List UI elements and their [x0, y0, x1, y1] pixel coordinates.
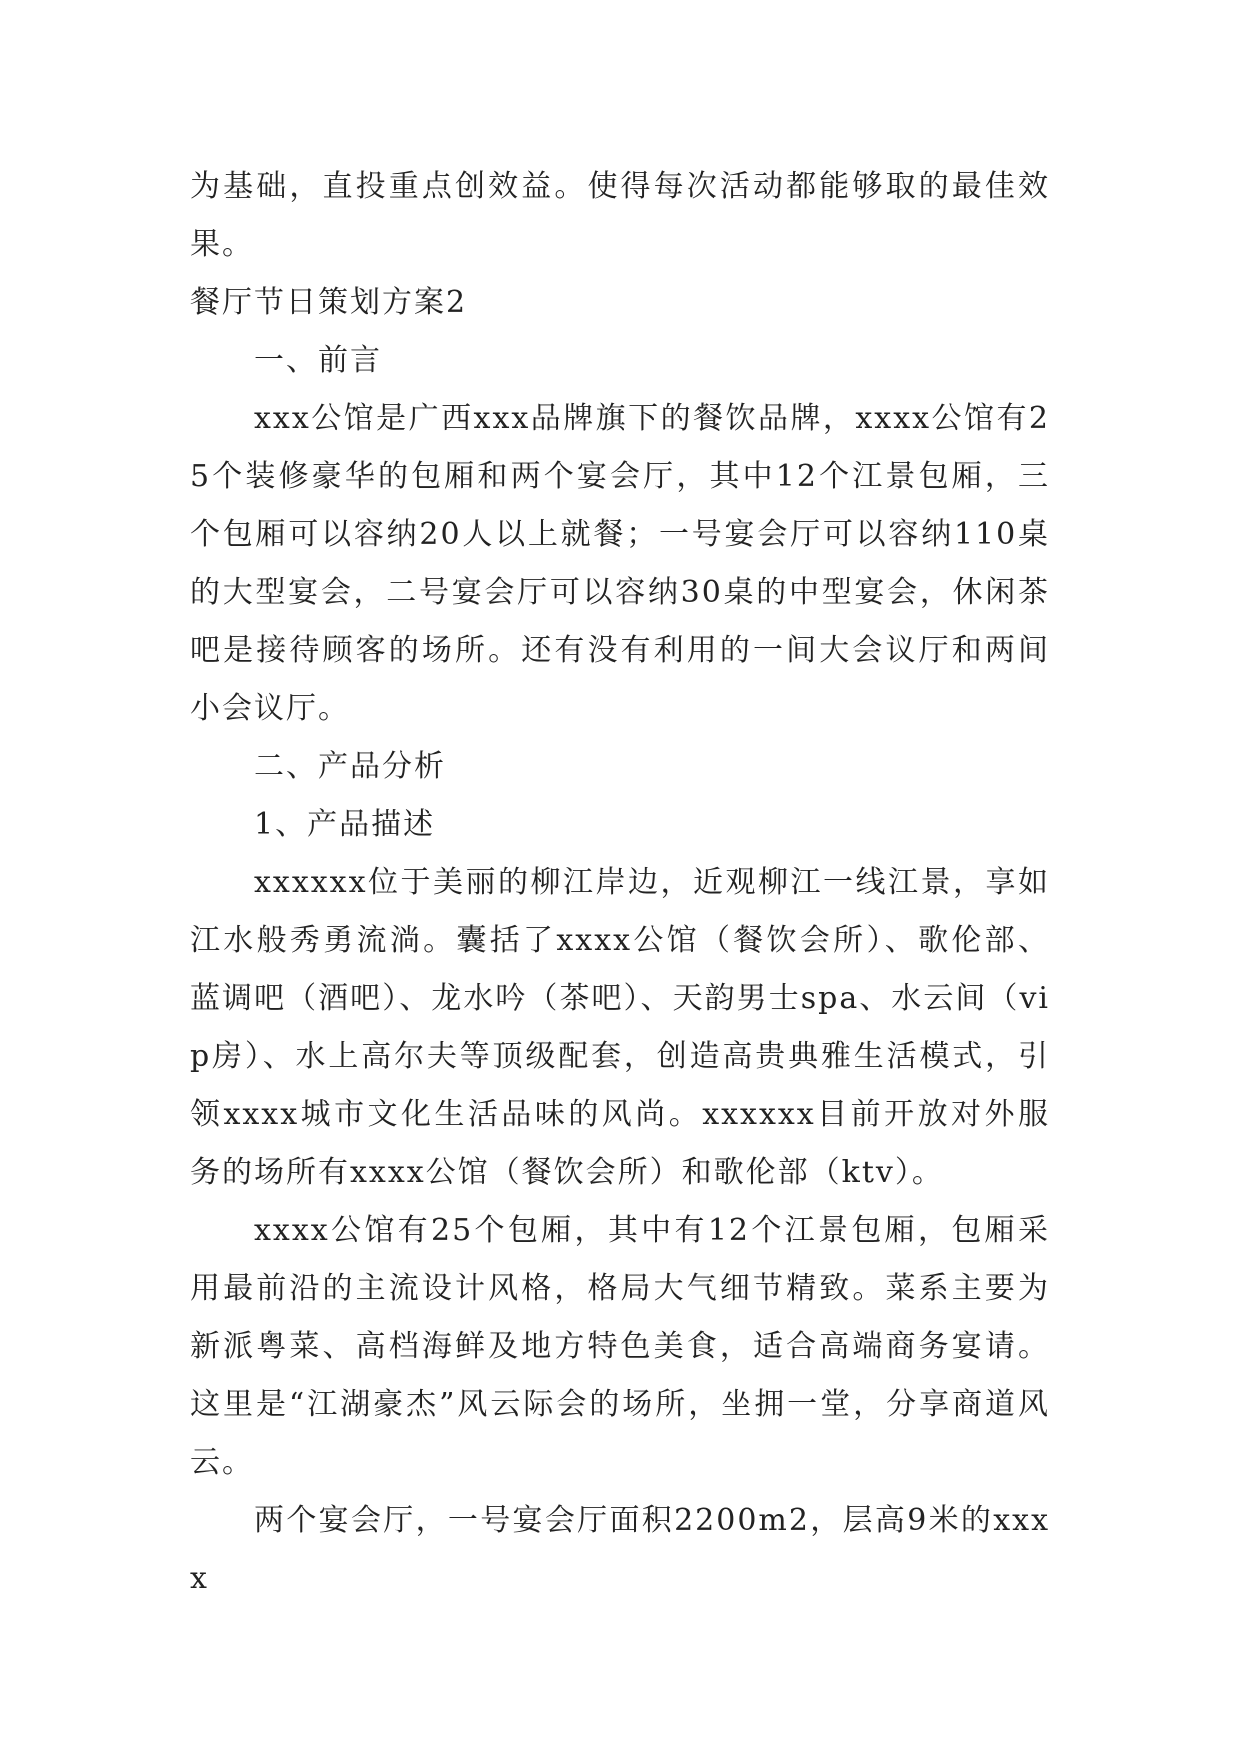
paragraph-banquet-halls: 两个宴会厅，一号宴会厅面积2200m2，层高9米的xxxx: [190, 1503, 1050, 1596]
document-body: [190, 158, 1050, 1608]
section-title: 餐厅节日策划方案2: [190, 285, 468, 320]
paragraph-intro: xxx公馆是广西xxx品牌旗下的餐饮品牌，xxxx公馆有25个装修豪华的包厢和两个宴会厅，其中12个江景包厢，三个包厢可以容纳20人以上就餐；一号宴会厅可以容纳110桌的大型宴会，二号宴会厅可以容纳30桌的中型宴会，休闲茶吧是接待顾客的场所。还有没有利用的一间大会议厅和两间小会议厅。: [190, 401, 1050, 726]
paragraph-continuation: 为基础，直投重点创效益。使得每次活动都能够取的最佳效果。: [190, 169, 1050, 262]
heading-product-description: 1、产品描述: [254, 807, 436, 842]
paragraph-private-rooms: xxxx公馆有25个包厢，其中有12个江景包厢，包厢采用最前沿的主流设计风格，格局大气细节精致。菜系主要为新派粤菜、高档海鲜及地方特色美食，适合高端商务宴请。这里是“江湖豪杰”风云际会的场所，坐拥一堂，分享商道风云。: [190, 1213, 1050, 1480]
heading-product-analysis: 二、产品分析: [254, 749, 446, 784]
heading-preface: 一、前言: [254, 343, 382, 378]
paragraph-product-description: xxxxxx位于美丽的柳江岸边，近观柳江一线江景，享如江水般秀勇流淌。囊括了xxxx公馆（餐饮会所）、歌伦部、蓝调吧（酒吧）、龙水吟（茶吧）、天韵男士spa、水云间（vip房）、水上高尔夫等顶级配套，创造高贵典雅生活模式，引领xxxx城市文化生活品味的风尚。xxxxxx目前开放对外服务的场所有xxxx公馆（餐饮会所）和歌伦部（ktv）。: [190, 865, 1050, 1190]
